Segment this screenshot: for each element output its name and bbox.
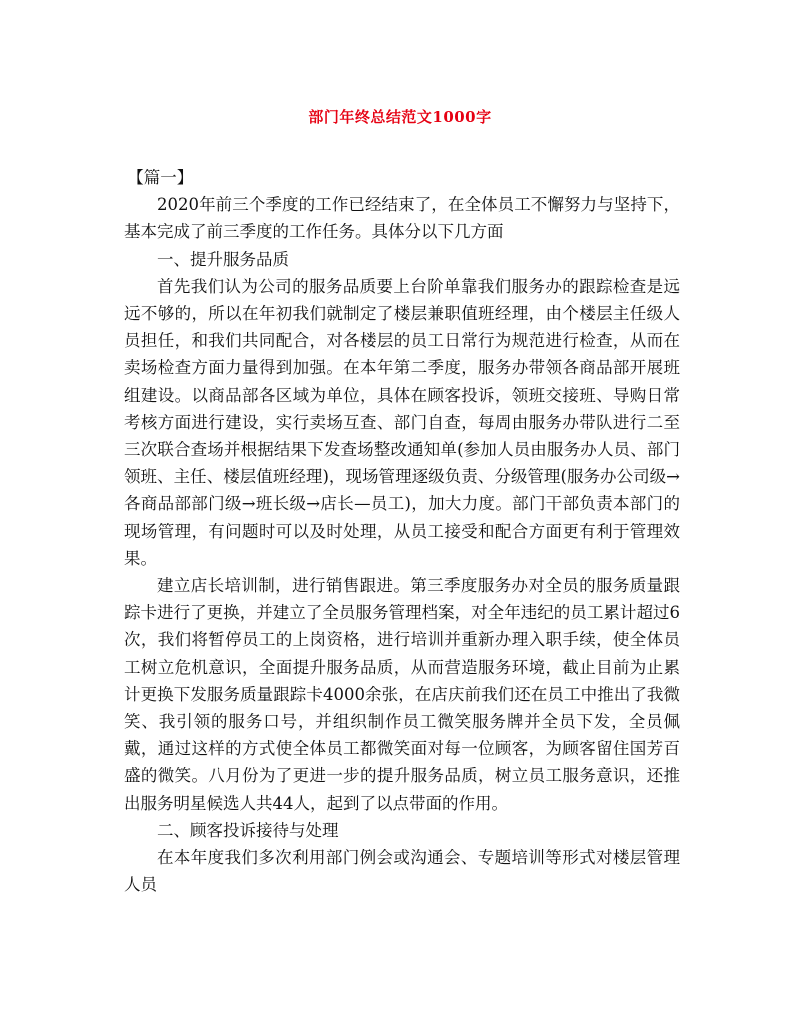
document-body bbox=[124, 164, 680, 898]
paragraph-manager-training: 建立店长培训制，进行销售跟进。第三季度服务办对全员的服务质量跟踪卡进行了更换，并建立了全员服务管理档案，对全年违纪的员工累计超过6次，我们将暂停员工的上岗资格，进行培训并重新办理入职手续，使全体员工树立危机意识，全面提升服务品质，从而营造服务环境，截止目前为止累计更换下发服务质量跟踪卡4000余张，在店庆前我们还在员工中推出了我微笑、我引领的服务口号，并组织制作员工微笑服务牌并全员下发，全员佩戴，通过这样的方式使全体员工都微笑面对每一位顾客，为顾客留住国芳百盛的微笑。八月份为了更进一步的提升服务品质，树立员工服务意识，还推出服务明星候选人共44人，起到了以点带面的作用。 bbox=[124, 576, 680, 813]
heading-complaints: 二、顾客投诉接待与处理 bbox=[157, 820, 339, 840]
paragraph-intro: 2020年前三个季度的工作已经结束了，在全体员工不懈努力与坚持下，基本完成了前三季度的工作任务。具体分以下几方面 bbox=[124, 195, 680, 242]
paragraph-service-checks: 首先我们认为公司的服务品质要上台阶单靠我们服务办的跟踪检查是远远不够的，所以在年初我们就制定了楼层兼职值班经理，由个楼层主任级人员担任，和我们共同配合，对各楼层的员工日常行为规范进行检查，从而在卖场检查方面力量得到加强。在本年第二季度，服务办带领各商品部开展班组建设。以商品部各区域为单位，具体在顾客投诉，领班交接班、导购日常考核方面进行建设，实行卖场互查、部门自查，每周由服务办带队进行二至三次联合查场并根据结果下发查场整改通知单(参加人员由服务办人员、部门领班、主任、楼层值班经理)，现场管理逐级负责、分级管理(服务办公司级→各商品部部门级→班长级→店长—员工)，加大力度。部门干部负责本部门的现场管理，有问题时可以及时处理，从员工接受和配合方面更有利于管理效果。 bbox=[124, 276, 680, 568]
section-label: 【篇一】 bbox=[127, 168, 194, 187]
paragraph-complaints: 在本年度我们多次利用部门例会或沟通会、专题培训等形式对楼层管理人员 bbox=[124, 848, 680, 895]
heading-service-quality: 一、提升服务品质 bbox=[157, 249, 289, 269]
document-title: 部门年终总结范文1000字 bbox=[308, 108, 492, 126]
